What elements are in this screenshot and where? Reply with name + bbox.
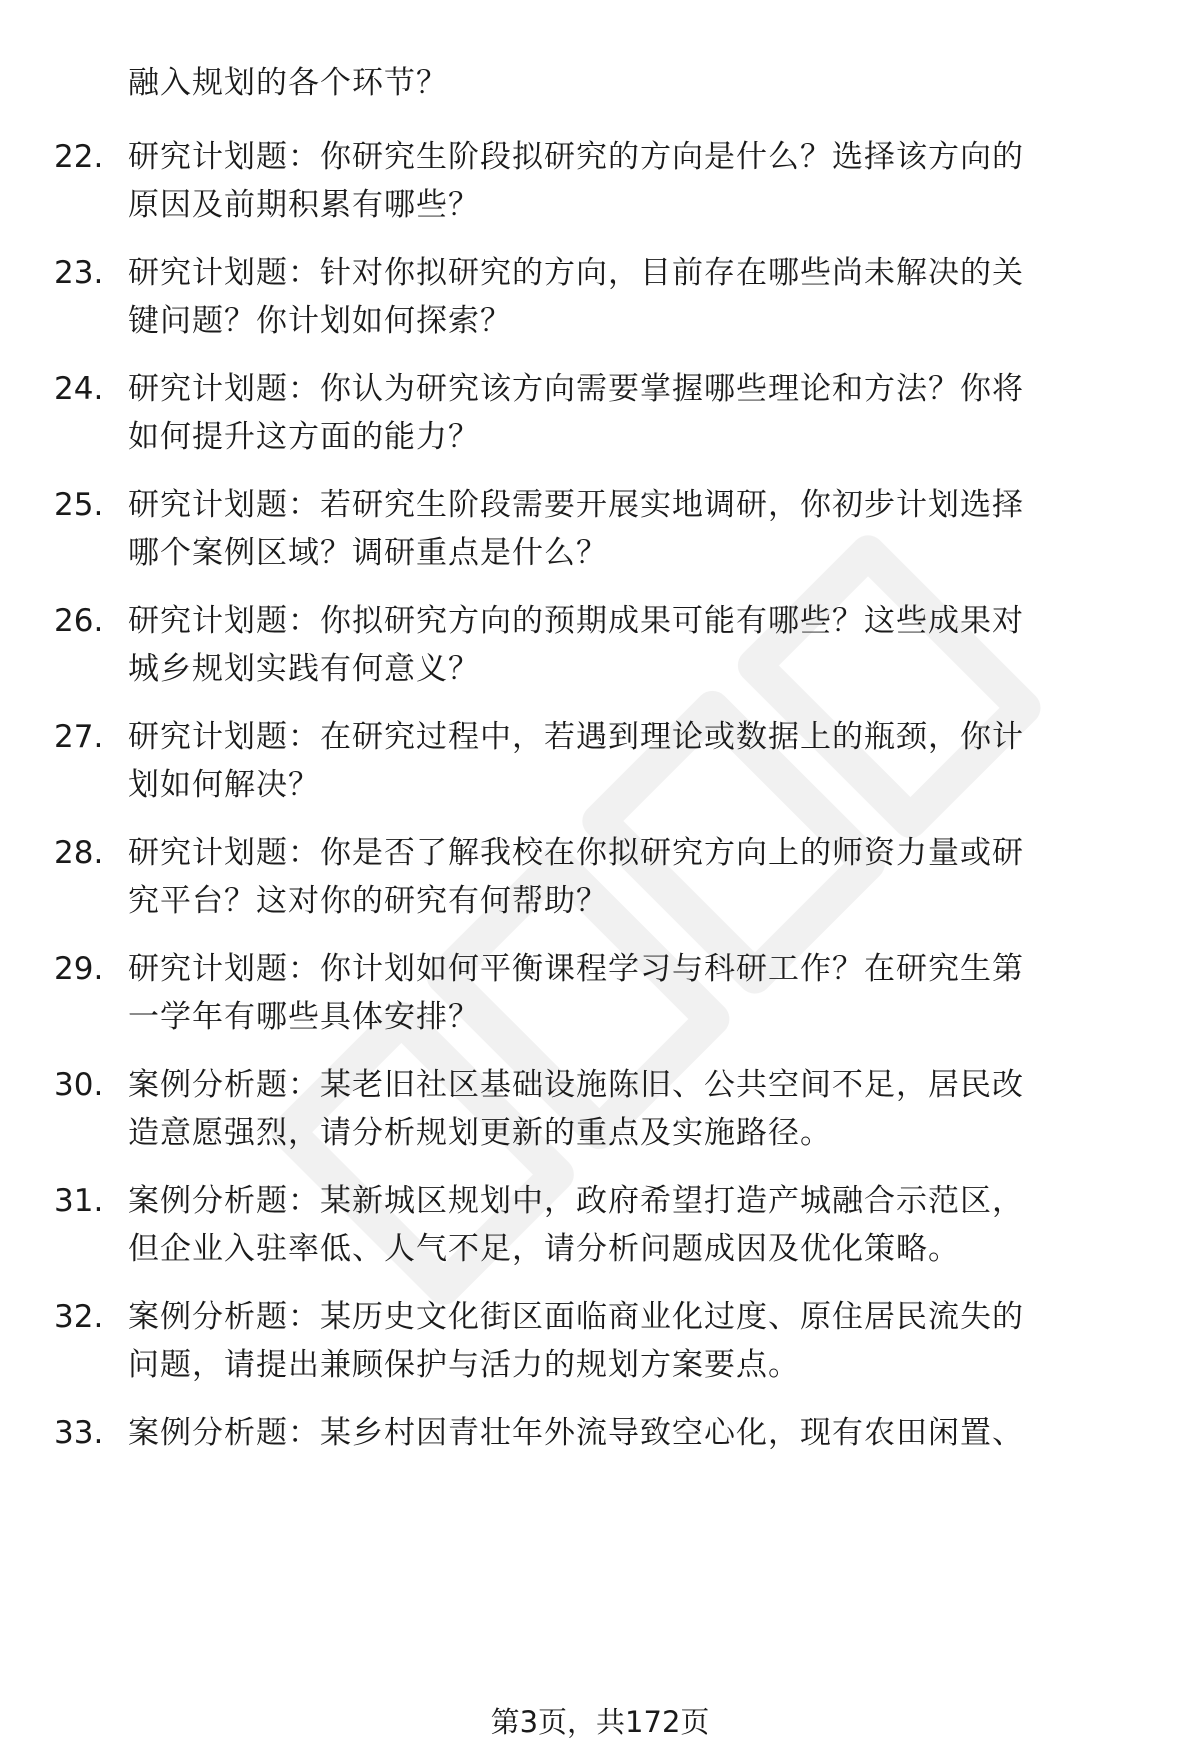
question-number: 24. (54, 371, 104, 407)
question-text-line: 问题，请提出兼顾保护与活力的规划方案要点。 (128, 1347, 800, 1383)
question-text-line: 研究计划题：你计划如何平衡课程学习与科研工作？在研究生第 (128, 951, 1024, 987)
question-item (0, 1410, 1200, 1510)
question-text-line: 案例分析题：某新城区规划中，政府希望打造产城融合示范区， (128, 1183, 1024, 1219)
question-number: 26. (54, 603, 104, 639)
question-text-line: 案例分析题：某历史文化街区面临商业化过度、原住居民流失的 (128, 1299, 1024, 1335)
question-item (0, 1294, 1200, 1394)
question-text-line: 一学年有哪些具体安排？ (128, 999, 480, 1035)
question-text-line: 案例分析题：某老旧社区基础设施陈旧、公共空间不足，居民改 (128, 1067, 1024, 1103)
question-number: 22. (54, 139, 104, 175)
question-item (0, 250, 1200, 350)
question-item (0, 714, 1200, 814)
carry-over-line: 融入规划的各个环节？ (128, 65, 448, 101)
question-text-line: 究平台？这对你的研究有何帮助？ (128, 883, 608, 919)
question-number: 32. (54, 1299, 104, 1335)
question-number: 30. (54, 1067, 104, 1103)
question-item (0, 482, 1200, 582)
question-text-line: 研究计划题：你研究生阶段拟研究的方向是什么？选择该方向的 (128, 139, 1024, 175)
question-text-line: 但企业入驻率低、人气不足，请分析问题成因及优化策略。 (128, 1231, 960, 1267)
question-text-line: 研究计划题：针对你拟研究的方向，目前存在哪些尚未解决的关 (128, 255, 1024, 291)
question-text-line: 研究计划题：在研究过程中，若遇到理论或数据上的瓶颈，你计 (128, 719, 1024, 755)
question-number: 28. (54, 835, 104, 871)
question-item (0, 946, 1200, 1046)
question-number: 31. (54, 1183, 104, 1219)
question-item (0, 1178, 1200, 1278)
question-text-line: 如何提升这方面的能力？ (128, 419, 480, 455)
question-text-line: 城乡规划实践有何意义？ (128, 651, 480, 687)
question-number: 23. (54, 255, 104, 291)
question-number: 33. (54, 1415, 104, 1451)
question-text-line: 研究计划题：你认为研究该方向需要掌握哪些理论和方法？你将 (128, 371, 1024, 407)
question-number: 29. (54, 951, 104, 987)
question-item (0, 134, 1200, 234)
question-item (0, 830, 1200, 930)
question-number: 25. (54, 487, 104, 523)
question-item (0, 598, 1200, 698)
question-text-line: 键问题？你计划如何探索？ (128, 303, 512, 339)
question-text-line: 造意愿强烈，请分析规划更新的重点及实施路径。 (128, 1115, 832, 1151)
question-text-line: 原因及前期积累有哪些？ (128, 187, 480, 223)
question-text-line: 研究计划题：你是否了解我校在你拟研究方向上的师资力量或研 (128, 835, 1024, 871)
question-text-line: 划如何解决？ (128, 767, 320, 803)
question-item (0, 366, 1200, 466)
question-item (0, 1062, 1200, 1162)
question-text-line: 哪个案例区域？调研重点是什么？ (128, 535, 608, 571)
question-text-line: 案例分析题：某乡村因青壮年外流导致空心化，现有农田闲置、 (128, 1415, 1024, 1451)
question-number: 27. (54, 719, 104, 755)
question-text-line: 研究计划题：若研究生阶段需要开展实地调研，你初步计划选择 (128, 487, 1024, 523)
page-number-footer: 第3页，共172页 (490, 1705, 710, 1739)
question-text-line: 研究计划题：你拟研究方向的预期成果可能有哪些？这些成果对 (128, 603, 1024, 639)
